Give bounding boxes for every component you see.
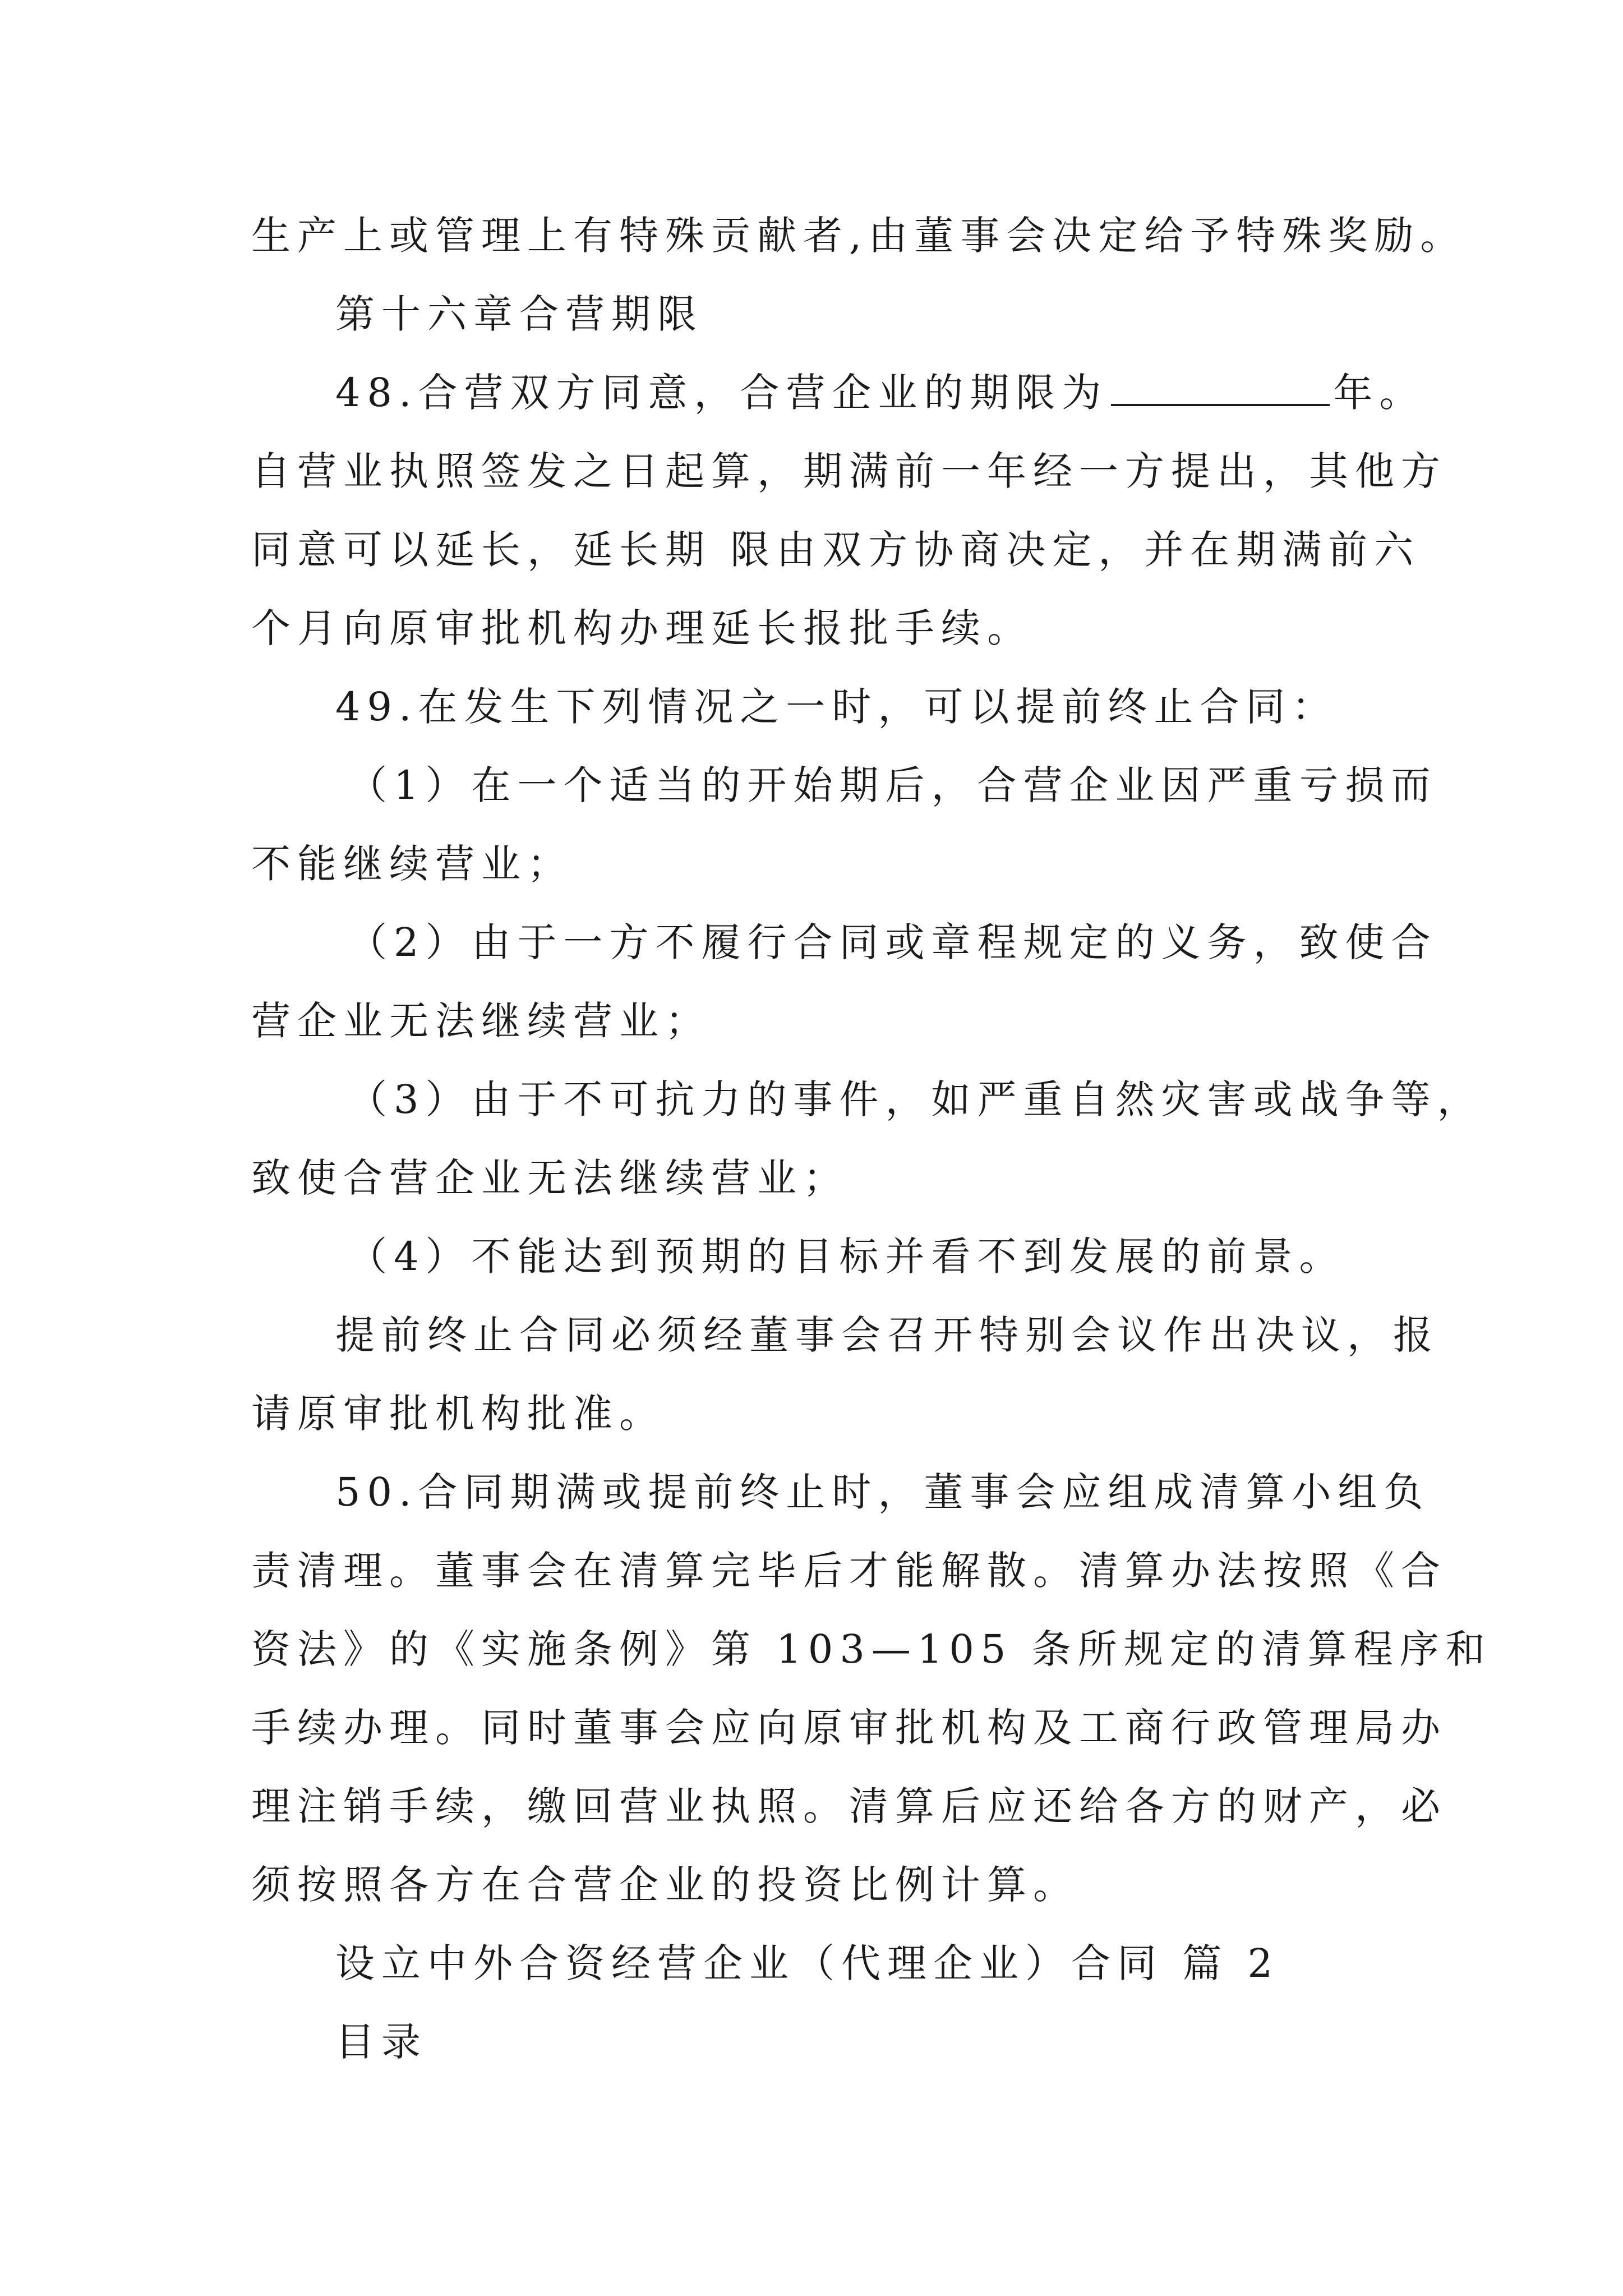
list-item-4: （4）不能达到预期的目标并看不到发展的前景。 — [348, 1234, 1345, 1280]
clause-48-suffix: 年。 — [1333, 370, 1426, 416]
list-item-3: （3）由于不可抗力的事件，如严重自然灾害或战争等， — [348, 1076, 1483, 1122]
paragraph-line: 请原审批机构批准。 — [251, 1391, 665, 1437]
contract-title: 设立中外合资经营企业（代理企业）合同 篇 2 — [335, 1940, 1280, 1986]
clause-48-text: 48.合营双方同意，合营企业的期限为 — [335, 370, 1108, 416]
paragraph-line: 手续办理。同时董事会应向原审批机构及工商行政管理局办 — [251, 1705, 1447, 1751]
paragraph-line: 须按照各方在合营企业的投资比例计算。 — [251, 1862, 1079, 1908]
paragraph-line: 个月向原审批机构办理延长报批手续。 — [251, 605, 1033, 651]
paragraph-line: 理注销手续，缴回营业执照。清算后应还给各方的财产，必 — [251, 1783, 1447, 1829]
clause-50-heading: 50.合同期满或提前终止时，董事会应组成清算小组负 — [335, 1469, 1430, 1515]
list-item-1: （1）在一个适当的开始期后，合营企业因严重亏损而 — [348, 762, 1437, 808]
paragraph-line: 提前终止合同必须经董事会召开特别会议作出决议，报 — [335, 1312, 1439, 1358]
toc-heading: 目录 — [335, 2019, 427, 2065]
list-item-2: （2）由于一方不履行合同或章程规定的义务，致使合 — [348, 919, 1437, 965]
term-blank-field — [1111, 368, 1330, 406]
clause-48-line — [335, 366, 1425, 420]
paragraph-line: 资法》的《实施条例》第 103—105 条所规定的清算程序和 — [251, 1626, 1492, 1672]
paragraph-line: 不能继续营业； — [251, 841, 573, 887]
paragraph-line: 同意可以延长，延长期 限由双方协商决定，并在期满前六 — [251, 527, 1421, 573]
clause-49-heading: 49.在发生下列情况之一时，可以提前终止合同： — [335, 684, 1338, 730]
paragraph-line: 自营业执照签发之日起算，期满前一年经一方提出，其他方 — [251, 448, 1447, 494]
paragraph-line: 营企业无法继续营业； — [251, 998, 711, 1044]
paragraph-line: 生产上或管理上有特殊贡献者,由董事会决定给予特殊奖励。 — [251, 213, 1467, 259]
paragraph-line: 致使合营企业无法继续营业； — [251, 1155, 849, 1201]
chapter-heading: 第十六章合营期限 — [335, 291, 703, 337]
paragraph-line: 责清理。董事会在清算完毕后才能解散。清算办法按照《合 — [251, 1548, 1447, 1594]
